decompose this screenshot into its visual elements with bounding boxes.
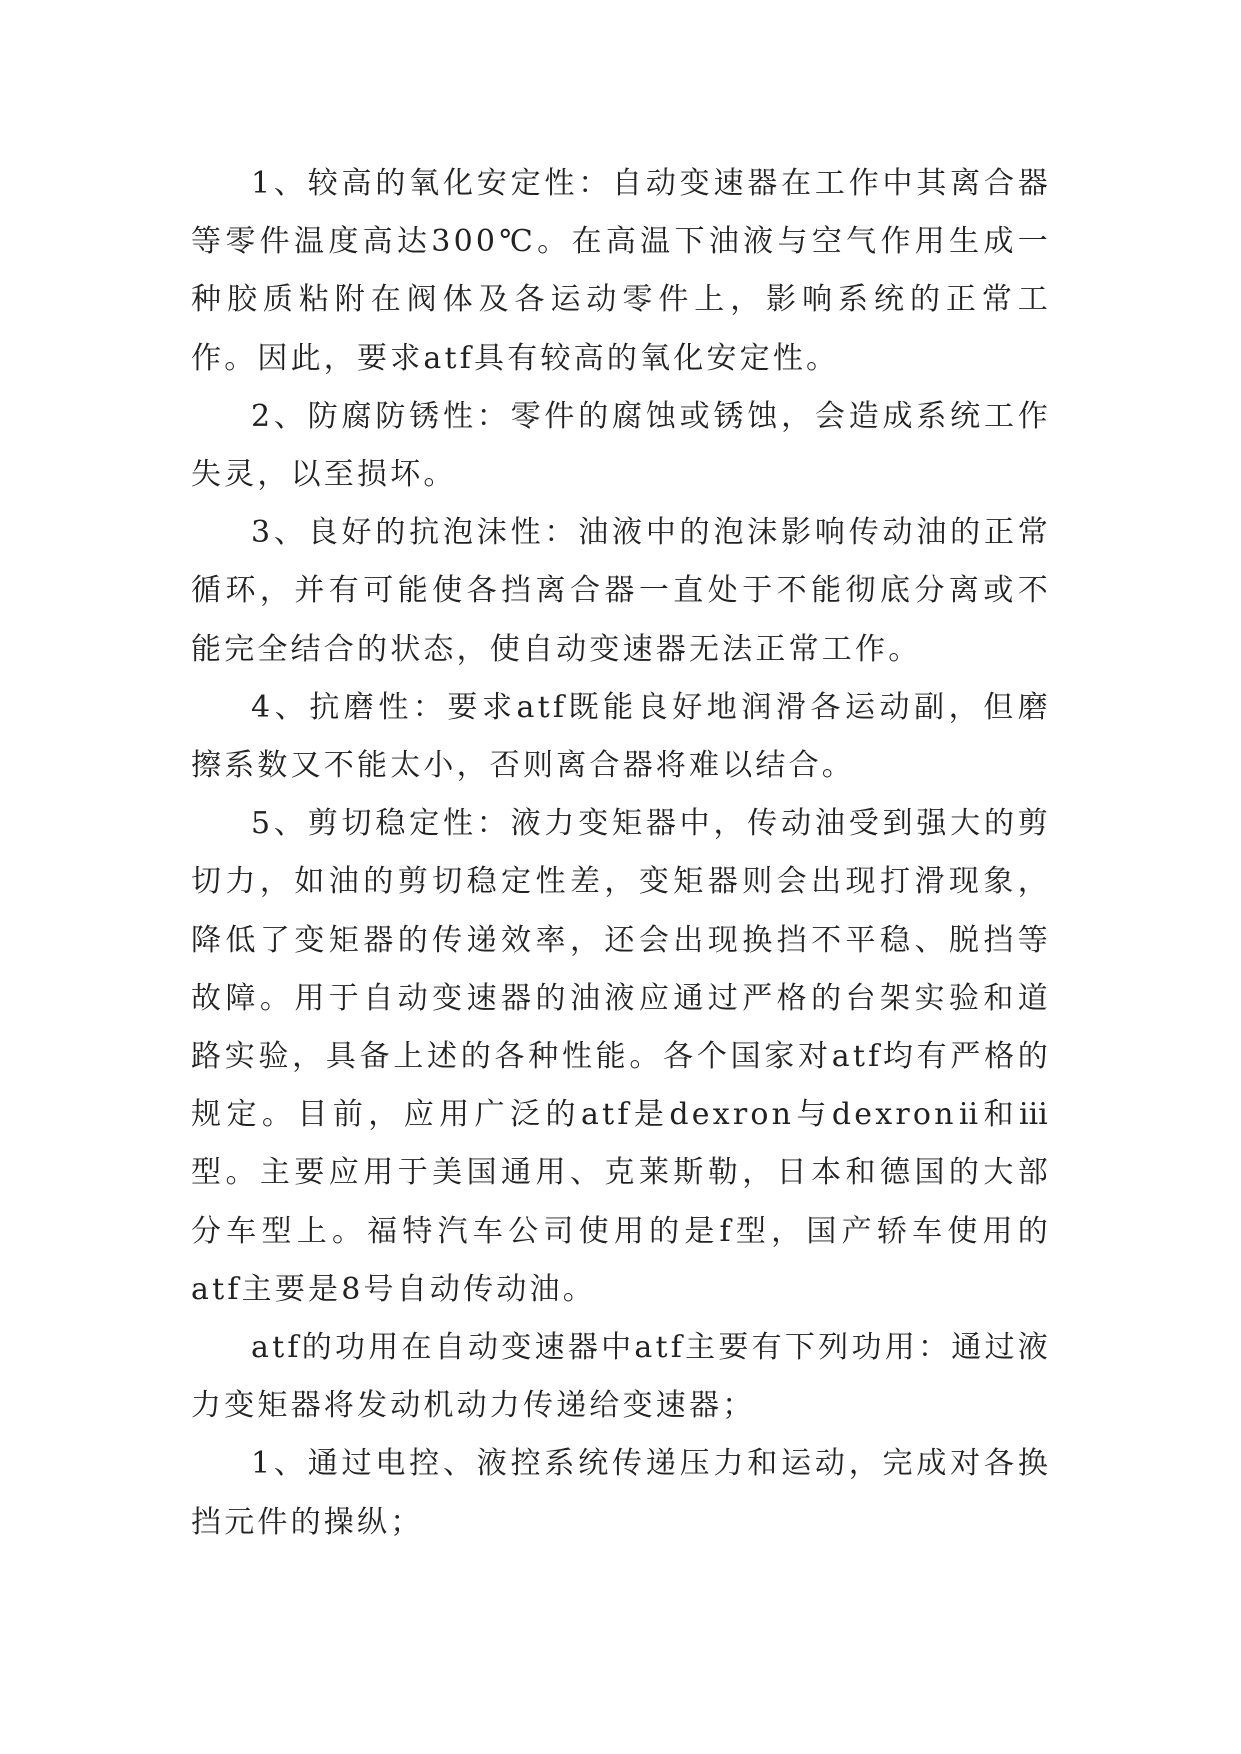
- paragraph-pressure-transfer: 1、通过电控、液控系统传递压力和运动，完成对各换挡元件的操纵；: [191, 1446, 1051, 1540]
- paragraph-shear-stability: 5、剪切稳定性：液力变矩器中，传动油受到强大的剪切力，如油的剪切稳定性差，变矩器则会出现打滑现象，降低了变矩器的传递效率，还会出现换挡不平稳、脱挡等故障。用于自动变速器的油液应通过严格的台架实验和道路实验，具备上述的各种性能。各个国家对atf均有严格的规定。目前，应用广泛的atf是dexron与dexronⅱ和ⅲ型。主要应用于美国通用、克莱斯勒，日本和德国的大部分车型上。福特汽车公司使用的是f型，国产轿车使用的atf主要是8号自动传动油。: [191, 806, 1051, 1307]
- paragraph-anti-foam: 3、良好的抗泡沫性：油液中的泡沫影响传动油的正常循环，并有可能使各挡离合器一直处于不能彻底分离或不能完全结合的状态，使自动变速器无法正常工作。: [191, 515, 1051, 667]
- paragraph-anti-wear: 4、抗磨性：要求atf既能良好地润滑各运动副，但磨擦系数又不能太小，否则离合器将难以结合。: [191, 689, 1051, 784]
- paragraph-anti-corrosion: 2、防腐防锈性：零件的腐蚀或锈蚀，会造成系统工作失灵，以至损坏。: [191, 398, 1051, 493]
- paragraph-oxidation-stability: 1、较高的氧化安定性：自动变速器在工作中其离合器等零件温度高达300℃。在高温下油液与空气作用生成一种胶质粘附在阀体及各运动零件上，影响系统的正常工作。因此，要求atf具有较高的氧化安定性。: [191, 166, 1051, 376]
- paragraph-atf-functions: atf的功用在自动变速器中atf主要有下列功用：通过液力变矩器将发动机动力传递给变速器；: [191, 1330, 1051, 1424]
- document-body: [191, 155, 1051, 1552]
